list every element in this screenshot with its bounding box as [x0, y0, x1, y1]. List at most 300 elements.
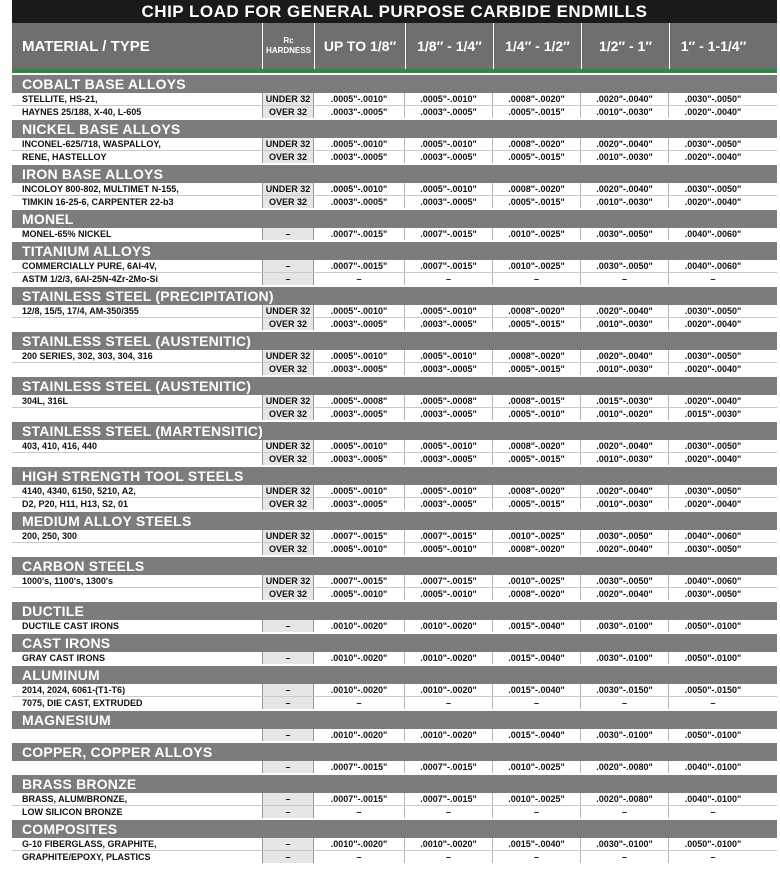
hardness-cell: OVER 32	[262, 196, 314, 208]
chip-load-cell: –	[581, 697, 669, 709]
chip-load-cell: .0010"-.0030"	[581, 363, 669, 375]
chip-load-cell: .0003"-.0005"	[314, 196, 405, 208]
section-title: CAST IRONS	[12, 634, 777, 652]
section-rows	[12, 93, 777, 120]
section-title: COMPOSITES	[12, 820, 777, 838]
table-row	[12, 196, 777, 208]
chip-load-cell: .0050"-.0100"	[684, 653, 742, 663]
chip-load-cell: .0030"-.0050"	[581, 575, 669, 587]
material-cell	[12, 408, 262, 420]
chip-load-cell: .0010"-.0025"	[493, 260, 581, 272]
chip-load-cell: .0005"-.0010"	[405, 93, 493, 105]
header-col-2: 1/8″ - 1/4″	[405, 23, 493, 69]
chip-load-cell: .0030"-.0050"	[684, 486, 742, 496]
chip-load-table	[12, 0, 777, 865]
material-cell: 2014, 2024, 6061-(T1-T6)	[22, 685, 126, 695]
section-rows	[12, 350, 777, 377]
chip-load-cell: –	[493, 851, 581, 863]
table-row	[12, 106, 777, 118]
table-row	[12, 697, 777, 709]
material-cell: LOW SILICON BRONZE	[22, 807, 123, 817]
chip-load-cell: .0005"-.0010"	[314, 350, 405, 362]
chip-load-cell: .0007"-.0015"	[314, 260, 405, 272]
chip-load-cell: .0020"-.0040"	[581, 485, 669, 497]
table-row	[12, 305, 777, 318]
chip-load-cell: –	[581, 851, 669, 863]
hardness-cell: UNDER 32	[262, 350, 314, 362]
chip-load-cell: .0003"-.0005"	[314, 408, 405, 420]
section-rows	[12, 729, 777, 743]
section-title: CARBON STEELS	[12, 557, 777, 575]
header-col-3: 1/4″ - 1/2″	[493, 23, 581, 69]
chip-load-cell: .0005"-.0010"	[493, 408, 581, 420]
chip-load-cell: .0010"-.0025"	[493, 575, 581, 587]
chip-load-cell: .0005"-.0015"	[493, 363, 581, 375]
chip-load-cell: .0005"-.0010"	[314, 588, 405, 600]
chip-load-cell: .0010"-.0020"	[405, 838, 493, 850]
chip-load-cell: .0015"-.0040"	[493, 620, 581, 632]
hardness-cell: –	[262, 793, 314, 805]
material-cell	[12, 453, 262, 465]
hardness-cell: UNDER 32	[262, 395, 314, 407]
material-cell: 403, 410, 416, 440	[22, 441, 98, 451]
material-cell	[12, 318, 262, 330]
chip-load-cell: .0007"-.0015"	[405, 530, 493, 542]
chip-load-cell: .0020"-.0040"	[684, 197, 742, 207]
chip-load-cell: .0020"-.0040"	[581, 305, 669, 317]
section-title: MONEL	[12, 210, 777, 228]
chip-load-cell: .0003"-.0005"	[405, 106, 493, 118]
material-cell	[12, 363, 262, 375]
table-row	[12, 684, 777, 697]
hardness-cell: –	[262, 761, 314, 773]
chip-load-cell: –	[405, 806, 493, 818]
material-cell: RENE, HASTELLOY	[22, 152, 107, 162]
hardness-cell: UNDER 32	[262, 575, 314, 587]
material-cell: ASTM 1/2/3, 6Al-25N-4Zr-2Mo-Si	[22, 274, 159, 284]
hardness-cell: –	[262, 273, 314, 285]
table-header	[12, 23, 777, 69]
section-title: MAGNESIUM	[12, 711, 777, 729]
chip-load-cell: .0003"-.0005"	[405, 363, 493, 375]
chip-load-cell: .0010"-.0030"	[581, 106, 669, 118]
chip-load-cell: .0007"-.0015"	[314, 530, 405, 542]
chip-load-cell: .0030"-.0050"	[684, 184, 742, 194]
chip-load-cell: .0005"-.0015"	[493, 498, 581, 510]
chip-load-cell: –	[581, 806, 669, 818]
chip-load-cell: .0003"-.0005"	[314, 363, 405, 375]
chip-load-cell: .0007"-.0015"	[405, 260, 493, 272]
material-cell: MONEL-65% NICKEL	[22, 229, 112, 239]
header-material: MATERIAL / TYPE	[22, 37, 150, 55]
section-title: TITANIUM ALLOYS	[12, 242, 777, 260]
chip-load-cell: –	[710, 698, 716, 708]
chip-load-cell: .0030"-.0050"	[684, 441, 742, 451]
chip-load-cell: .0003"-.0005"	[405, 318, 493, 330]
section-title: ALUMINUM	[12, 666, 777, 684]
material-cell: D2, P20, H11, H13, S2, 01	[22, 499, 129, 509]
hardness-cell: –	[262, 228, 314, 240]
hardness-cell: –	[262, 260, 314, 272]
section-rows	[12, 575, 777, 602]
chip-load-cell: .0030"-.0050"	[581, 228, 669, 240]
header-col-1: UP TO 1/8″	[314, 23, 405, 69]
chip-load-cell: –	[314, 806, 405, 818]
chip-load-cell: –	[710, 274, 716, 284]
chip-load-cell: .0010"-.0030"	[581, 196, 669, 208]
material-cell: INCOLOY 800-802, MULTIMET N-155,	[22, 184, 179, 194]
chip-load-cell: .0005"-.0010"	[405, 543, 493, 555]
chip-load-cell: –	[314, 273, 405, 285]
section-title: NICKEL BASE ALLOYS	[12, 120, 777, 138]
material-cell	[12, 729, 262, 741]
chip-load-cell: .0040"-.0060"	[684, 531, 742, 541]
chip-load-cell: .0030"-.0050"	[684, 589, 742, 599]
chip-load-cell: .0040"-.0060"	[684, 261, 742, 271]
hardness-cell: OVER 32	[262, 408, 314, 420]
chip-load-cell: .0015"-.0040"	[493, 838, 581, 850]
section-rows	[12, 684, 777, 711]
sections-container	[12, 75, 777, 865]
chip-load-cell: .0003"-.0005"	[405, 196, 493, 208]
section-rows	[12, 260, 777, 287]
material-cell: 304L, 316L	[22, 396, 69, 406]
table-row	[12, 151, 777, 163]
chip-load-cell: .0003"-.0005"	[405, 408, 493, 420]
hardness-cell: OVER 32	[262, 151, 314, 163]
chip-load-cell: .0008"-.0015"	[493, 395, 581, 407]
table-row	[12, 440, 777, 453]
material-cell: GRAY CAST IRONS	[22, 653, 106, 663]
chip-load-cell: .0030"-.0100"	[581, 729, 669, 741]
chip-load-cell: .0015"-.0040"	[493, 684, 581, 696]
material-cell: G-10 FIBERGLASS, GRAPHITE,	[22, 839, 157, 849]
chip-load-cell: .0010"-.0025"	[493, 228, 581, 240]
chip-load-cell: .0010"-.0020"	[314, 620, 405, 632]
material-cell: STELLITE, HS-21,	[22, 94, 98, 104]
table-row	[12, 318, 777, 330]
section-rows	[12, 652, 777, 666]
chip-load-cell: .0003"-.0005"	[405, 498, 493, 510]
chip-load-cell: .0005"-.0008"	[314, 395, 405, 407]
section-rows	[12, 793, 777, 820]
section-rows	[12, 305, 777, 332]
material-cell: 4140, 4340, 6150, 5210, A2,	[22, 486, 136, 496]
chip-load-cell: .0005"-.0010"	[405, 440, 493, 452]
section-rows	[12, 138, 777, 165]
chip-load-cell: .0007"-.0015"	[314, 575, 405, 587]
chip-load-cell: .0030"-.0100"	[581, 620, 669, 632]
chip-load-cell: .0003"-.0005"	[405, 151, 493, 163]
chip-load-cell: .0010"-.0020"	[581, 408, 669, 420]
section-rows	[12, 485, 777, 512]
chip-load-cell: .0010"-.0020"	[314, 652, 405, 664]
header-rc-hardness	[262, 23, 314, 69]
chip-load-cell: .0007"-.0015"	[314, 228, 405, 240]
chip-load-cell: .0008"-.0020"	[493, 93, 581, 105]
table-row	[12, 408, 777, 420]
chip-load-cell: .0020"-.0040"	[684, 152, 742, 162]
chip-load-cell: .0005"-.0010"	[314, 138, 405, 150]
table-row	[12, 453, 777, 465]
chip-load-cell: .0005"-.0010"	[405, 588, 493, 600]
table-row	[12, 652, 777, 664]
hardness-cell: –	[262, 729, 314, 741]
chip-load-cell: .0020"-.0040"	[581, 543, 669, 555]
page-title: CHIP LOAD FOR GENERAL PURPOSE CARBIDE ENDMILLS	[12, 0, 777, 23]
chip-load-cell: .0010"-.0030"	[581, 151, 669, 163]
table-row	[12, 260, 777, 273]
chip-load-cell: .0005"-.0015"	[493, 196, 581, 208]
chip-load-cell: –	[710, 852, 716, 862]
hardness-cell: OVER 32	[262, 363, 314, 375]
header-col-5: 1″ - 1-1/4″	[669, 23, 757, 69]
material-cell: INCONEL-625/718, WASPALLOY,	[22, 139, 161, 149]
chip-load-cell: –	[405, 697, 493, 709]
chip-load-cell: .0020"-.0080"	[581, 793, 669, 805]
chip-load-cell: –	[493, 806, 581, 818]
table-row	[12, 273, 777, 285]
table-row	[12, 485, 777, 498]
chip-load-cell: .0010"-.0020"	[405, 729, 493, 741]
hardness-cell: UNDER 32	[262, 138, 314, 150]
chip-load-cell: .0010"-.0020"	[314, 838, 405, 850]
material-cell: DUCTILE CAST IRONS	[22, 621, 120, 631]
chip-load-cell: .0030"-.0050"	[684, 351, 742, 361]
table-row	[12, 575, 777, 588]
chip-load-cell: .0005"-.0015"	[493, 453, 581, 465]
hardness-cell: –	[262, 620, 314, 632]
hardness-cell: –	[262, 806, 314, 818]
chip-load-cell: .0005"-.0015"	[493, 106, 581, 118]
chip-load-cell: .0010"-.0030"	[581, 453, 669, 465]
chip-load-cell: .0030"-.0100"	[581, 652, 669, 664]
chip-load-cell: .0007"-.0015"	[405, 575, 493, 587]
material-cell: HAYNES 25/188, X-40, L-605	[22, 107, 142, 117]
table-row	[12, 363, 777, 375]
hardness-cell: OVER 32	[262, 318, 314, 330]
chip-load-cell: .0005"-.0010"	[314, 93, 405, 105]
chip-load-cell: .0050"-.0100"	[684, 621, 742, 631]
chip-load-cell: .0005"-.0010"	[405, 350, 493, 362]
chip-load-cell: .0050"-.0100"	[684, 730, 742, 740]
chip-load-cell: .0008"-.0020"	[493, 440, 581, 452]
chip-load-cell: .0020"-.0040"	[581, 93, 669, 105]
chip-load-cell: .0040"-.0100"	[684, 762, 742, 772]
section-rows	[12, 620, 777, 634]
chip-load-cell: .0020"-.0080"	[581, 761, 669, 773]
chip-load-cell: .0005"-.0008"	[405, 395, 493, 407]
chip-load-cell: .0020"-.0040"	[684, 396, 742, 406]
chip-load-cell: .0010"-.0020"	[405, 652, 493, 664]
chip-load-cell: .0010"-.0020"	[314, 729, 405, 741]
material-cell: TIMKIN 16-25-6, CARPENTER 22-b3	[22, 197, 174, 207]
table-row	[12, 93, 777, 106]
chip-load-cell: .0005"-.0010"	[314, 183, 405, 195]
chip-load-cell: –	[581, 273, 669, 285]
material-cell	[12, 588, 262, 600]
chip-load-cell: .0005"-.0010"	[314, 440, 405, 452]
chip-load-cell: .0015"-.0030"	[581, 395, 669, 407]
table-row	[12, 806, 777, 818]
section-title: BRASS BRONZE	[12, 775, 777, 793]
table-row	[12, 543, 777, 555]
section-rows	[12, 183, 777, 210]
chip-load-cell: .0010"-.0020"	[405, 684, 493, 696]
chip-load-cell: .0030"-.0050"	[581, 260, 669, 272]
hardness-cell: OVER 32	[262, 588, 314, 600]
table-row	[12, 851, 777, 863]
section-title: STAINLESS STEEL (AUSTENITIC)	[12, 332, 777, 350]
chip-load-cell: .0020"-.0040"	[581, 350, 669, 362]
section-rows	[12, 530, 777, 557]
hardness-cell: –	[262, 838, 314, 850]
chip-load-cell: .0020"-.0040"	[684, 107, 742, 117]
material-cell: 200, 250, 300	[22, 531, 78, 541]
header-hardness-label: HARDNESS	[266, 46, 311, 55]
chip-load-cell: .0007"-.0015"	[405, 761, 493, 773]
chip-load-cell: .0030"-.0100"	[581, 838, 669, 850]
chip-load-cell: .0008"-.0020"	[493, 485, 581, 497]
chip-load-cell: .0007"-.0015"	[314, 761, 405, 773]
chip-load-cell: .0008"-.0020"	[493, 305, 581, 317]
table-row	[12, 588, 777, 600]
chip-load-cell: –	[405, 851, 493, 863]
chip-load-cell: .0003"-.0005"	[314, 151, 405, 163]
section-title: MEDIUM ALLOY STEELS	[12, 512, 777, 530]
chip-load-cell: .0015"-.0040"	[493, 652, 581, 664]
chip-load-cell: .0015"-.0040"	[493, 729, 581, 741]
material-cell: 7075, DIE CAST, EXTRUDED	[22, 698, 143, 708]
material-cell: GRAPHITE/EPOXY, PLASTICS	[22, 852, 151, 862]
hardness-cell: OVER 32	[262, 498, 314, 510]
section-title: HIGH STRENGTH TOOL STEELS	[12, 467, 777, 485]
section-rows	[12, 761, 777, 775]
chip-load-cell: .0040"-.0060"	[684, 229, 742, 239]
table-row	[12, 620, 777, 632]
table-row	[12, 729, 777, 741]
material-cell	[12, 761, 262, 773]
chip-load-cell: .0010"-.0030"	[581, 498, 669, 510]
section-title: STAINLESS STEEL (PRECIPITATION)	[12, 287, 777, 305]
chip-load-cell: .0020"-.0040"	[581, 183, 669, 195]
table-row	[12, 530, 777, 543]
hardness-cell: –	[262, 851, 314, 863]
chip-load-cell: .0030"-.0050"	[684, 544, 742, 554]
chip-load-cell: .0040"-.0060"	[684, 576, 742, 586]
hardness-cell: –	[262, 652, 314, 664]
chip-load-cell: –	[710, 807, 716, 817]
chip-load-cell: .0010"-.0025"	[493, 530, 581, 542]
chip-load-cell: .0008"-.0020"	[493, 350, 581, 362]
chip-load-cell: .0003"-.0005"	[314, 106, 405, 118]
material-cell: 1000's, 1100's, 1300's	[22, 576, 114, 586]
section-title: COBALT BASE ALLOYS	[12, 75, 777, 93]
hardness-cell: UNDER 32	[262, 485, 314, 497]
hardness-cell: UNDER 32	[262, 440, 314, 452]
chip-load-cell: .0010"-.0025"	[493, 793, 581, 805]
section-spacer	[12, 863, 777, 865]
chip-load-cell: .0007"-.0015"	[405, 228, 493, 240]
hardness-cell: OVER 32	[262, 106, 314, 118]
chip-load-cell: .0005"-.0010"	[405, 138, 493, 150]
chip-load-cell: .0005"-.0015"	[493, 151, 581, 163]
section-title: IRON BASE ALLOYS	[12, 165, 777, 183]
table-row	[12, 350, 777, 363]
chip-load-cell: .0005"-.0010"	[314, 485, 405, 497]
chip-load-cell: .0005"-.0010"	[405, 485, 493, 497]
chip-load-cell: .0003"-.0005"	[405, 453, 493, 465]
chip-load-cell: .0003"-.0005"	[314, 498, 405, 510]
hardness-cell: OVER 32	[262, 543, 314, 555]
chip-load-cell: .0010"-.0030"	[581, 318, 669, 330]
hardness-cell: –	[262, 697, 314, 709]
chip-load-cell: .0030"-.0050"	[581, 530, 669, 542]
chip-load-cell: –	[314, 851, 405, 863]
chip-load-cell: .0020"-.0040"	[581, 440, 669, 452]
chip-load-cell: .0015"-.0030"	[684, 409, 742, 419]
chip-load-cell: .0010"-.0020"	[314, 684, 405, 696]
material-cell	[12, 543, 262, 555]
header-col-4: 1/2″ - 1″	[581, 23, 669, 69]
chip-load-cell: .0005"-.0015"	[493, 318, 581, 330]
chip-load-cell: .0020"-.0040"	[581, 138, 669, 150]
chip-load-cell: .0050"-.0100"	[684, 839, 742, 849]
table-row	[12, 228, 777, 240]
material-cell: BRASS, ALUM/BRONZE,	[22, 794, 128, 804]
hardness-cell: UNDER 32	[262, 530, 314, 542]
chip-load-cell: .0050"-.0150"	[684, 685, 742, 695]
section-title: STAINLESS STEEL (AUSTENITIC)	[12, 377, 777, 395]
table-row	[12, 838, 777, 851]
section-title: STAINLESS STEEL (MARTENSITIC)	[12, 422, 777, 440]
chip-load-cell: .0030"-.0050"	[684, 94, 742, 104]
header-rc-label: Rc	[283, 36, 294, 45]
chip-load-cell: .0030"-.0050"	[684, 306, 742, 316]
table-row	[12, 395, 777, 408]
chip-load-cell: .0020"-.0040"	[684, 499, 742, 509]
chip-load-cell: –	[493, 273, 581, 285]
chip-load-cell: –	[405, 273, 493, 285]
hardness-cell: UNDER 32	[262, 93, 314, 105]
table-row	[12, 793, 777, 806]
chip-load-cell: .0020"-.0040"	[684, 364, 742, 374]
chip-load-cell: .0040"-.0100"	[684, 794, 742, 804]
section-title: DUCTILE	[12, 602, 777, 620]
chip-load-cell: .0005"-.0010"	[405, 305, 493, 317]
chip-load-cell: .0010"-.0025"	[493, 761, 581, 773]
chip-load-cell: –	[493, 697, 581, 709]
chip-load-cell: .0030"-.0150"	[581, 684, 669, 696]
material-cell: 12/8, 15/5, 17/4, AM-350/355	[22, 306, 139, 316]
chip-load-cell: –	[314, 697, 405, 709]
table-row	[12, 761, 777, 773]
chip-load-cell: .0005"-.0010"	[314, 543, 405, 555]
hardness-cell: UNDER 32	[262, 183, 314, 195]
section-rows	[12, 838, 777, 865]
chip-load-cell: .0005"-.0010"	[314, 305, 405, 317]
table-row	[12, 183, 777, 196]
section-rows	[12, 440, 777, 467]
chip-load-cell: .0020"-.0040"	[684, 319, 742, 329]
chip-load-cell: .0007"-.0015"	[405, 793, 493, 805]
section-rows	[12, 228, 777, 242]
chip-load-cell: .0008"-.0020"	[493, 138, 581, 150]
table-row	[12, 138, 777, 151]
table-row	[12, 498, 777, 510]
section-rows	[12, 395, 777, 422]
chip-load-cell: .0003"-.0005"	[314, 318, 405, 330]
